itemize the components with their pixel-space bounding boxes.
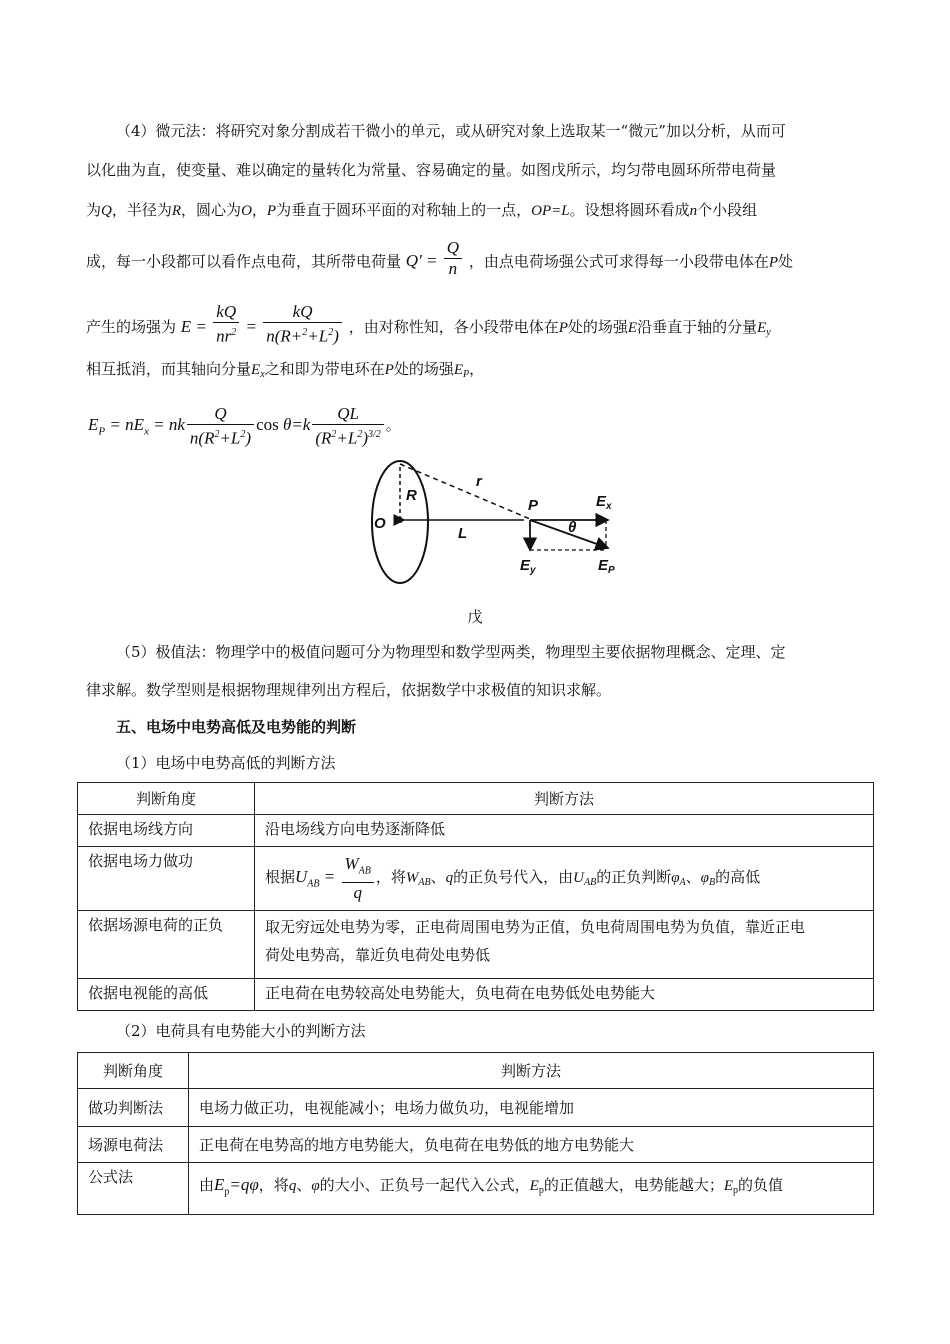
para5-line2: 律求解。数学型则是根据物理规律列出方程后，依据数学中求极值的知识求解。	[86, 681, 612, 699]
label-Ex: $E_x$	[596, 493, 612, 512]
ep-formula: $E_P = nE_x$ = nk $\frac{Q}{n(R^2+L^2)}$ cos θ=k $\frac{QL}{(R^2+L^2)^{3/2}}$ 。	[88, 404, 401, 448]
section5-sub2: （2）电荷具有电势能大小的判断方法	[116, 1022, 366, 1040]
para4-line5: 产生的场强为 E = $\frac{kQ}{nr^2}$ = $\frac{kQ}{n(R+^2+L^2)}$ ，由对称性知，各小段带电体在P处的场强E沿垂直于轴的分量$E_y$	[86, 302, 771, 346]
label-Ey: $E_y$	[520, 557, 536, 576]
figure-caption: 戊	[467, 608, 483, 626]
t1-r2-angle: 依据电场力做功	[78, 847, 255, 911]
t2-r2-method: 正电荷在电势高的地方电势能大，负电荷在电势低的地方电势能大	[189, 1127, 874, 1163]
para4-line3: 为Q，半径为R，圆心为O，P为垂直于圆环平面的对称轴上的一点，OP=L。设想将圆环看成n个小段组	[86, 201, 758, 219]
field-formula: E = $\frac{kQ}{nr^2}$ = $\frac{kQ}{n(R+^2+L^2)}$	[181, 317, 344, 336]
t2-r3-angle: 公式法	[78, 1163, 189, 1215]
label-P: P	[528, 497, 539, 514]
label-O: O	[374, 515, 386, 532]
t2-r3-method: 由$E_p=q\varphi$，将q、φ的大小、正负号一起代入公式，$E_p$的正值越大，电势能越大；$E_p$的负值	[189, 1163, 874, 1215]
t1-r3-method: 取无穷远处电势为零，正电荷周围电势为正值，负电荷周围电势为负值，靠近正电 荷处电势高，靠近负电荷处电势低	[255, 911, 874, 979]
para4-line1: （4）微元法：将研究对象分割成若干微小的单元，或从研究对象上选取某一“微元”加以分析，从而可	[116, 122, 786, 140]
section5-heading: 五、电场中电势高低及电势能的判断	[116, 718, 357, 736]
para4-line4: 成，每一小段都可以看作点电荷，其所带电荷量 Q′ = $\frac{Q}{n}$ ，由点电荷场强公式可求得每一小段带电体在P处	[86, 238, 794, 278]
t1-r1-method: 沿电场线方向电势逐渐降低	[255, 815, 874, 847]
label-theta: θ	[568, 519, 577, 536]
para4-line2: 以化曲为直，使变量、难以确定的量转化为常量、容易确定的量。如图戊所示，均匀带电圆环所带电荷量	[86, 161, 777, 179]
t1-header-angle: 判断角度	[78, 783, 255, 815]
energy-table	[77, 1052, 874, 1215]
label-R: R	[406, 487, 417, 504]
t2-r1-angle: 做功判断法	[78, 1089, 189, 1127]
t1-header-method: 判断方法	[255, 783, 874, 815]
label-L: L	[458, 525, 468, 542]
potential-table	[77, 782, 874, 1011]
para5-line1: （5）极值法：物理学中的极值问题可分为物理型和数学型两类，物理型主要依据物理概念、定理、定	[116, 643, 786, 661]
label-EP: $E_P$	[598, 557, 615, 576]
t2-r2-angle: 场源电荷法	[78, 1127, 189, 1163]
q-prime-formula: Q′ = $\frac{Q}{n}$	[406, 251, 464, 270]
t2-header-angle: 判断角度	[78, 1053, 189, 1089]
t1-r3-angle: 依据场源电荷的正负	[78, 911, 255, 979]
t2-header-method: 判断方法	[189, 1053, 874, 1089]
para4-line6: 相互抵消，而其轴向分量$E_x$之和即为带电环在P处的场强$E_P$，	[86, 360, 485, 380]
t1-r4-angle: 依据电视能的高低	[78, 979, 255, 1011]
t1-r2-method: 根据$U_{AB}$ = $\frac{W_{AB}}{q}$ ，将$W_{AB}$、q的正负号代入，由$U_{AB}$的正负判断$\varphi_A$、$\varphi_B$的高低	[255, 847, 874, 911]
label-r: r	[476, 473, 482, 490]
t1-r1-angle: 依据电场线方向	[78, 815, 255, 847]
section5-sub1: （1）电场中电势高低的判断方法	[116, 754, 336, 772]
ring-field-diagram	[364, 458, 630, 586]
t2-r1-method: 电场力做正功，电视能减小；电场力做负功，电视能增加	[189, 1089, 874, 1127]
t1-r4-method: 正电荷在电势较高处电势能大，负电荷在电势低处电势能大	[255, 979, 874, 1011]
